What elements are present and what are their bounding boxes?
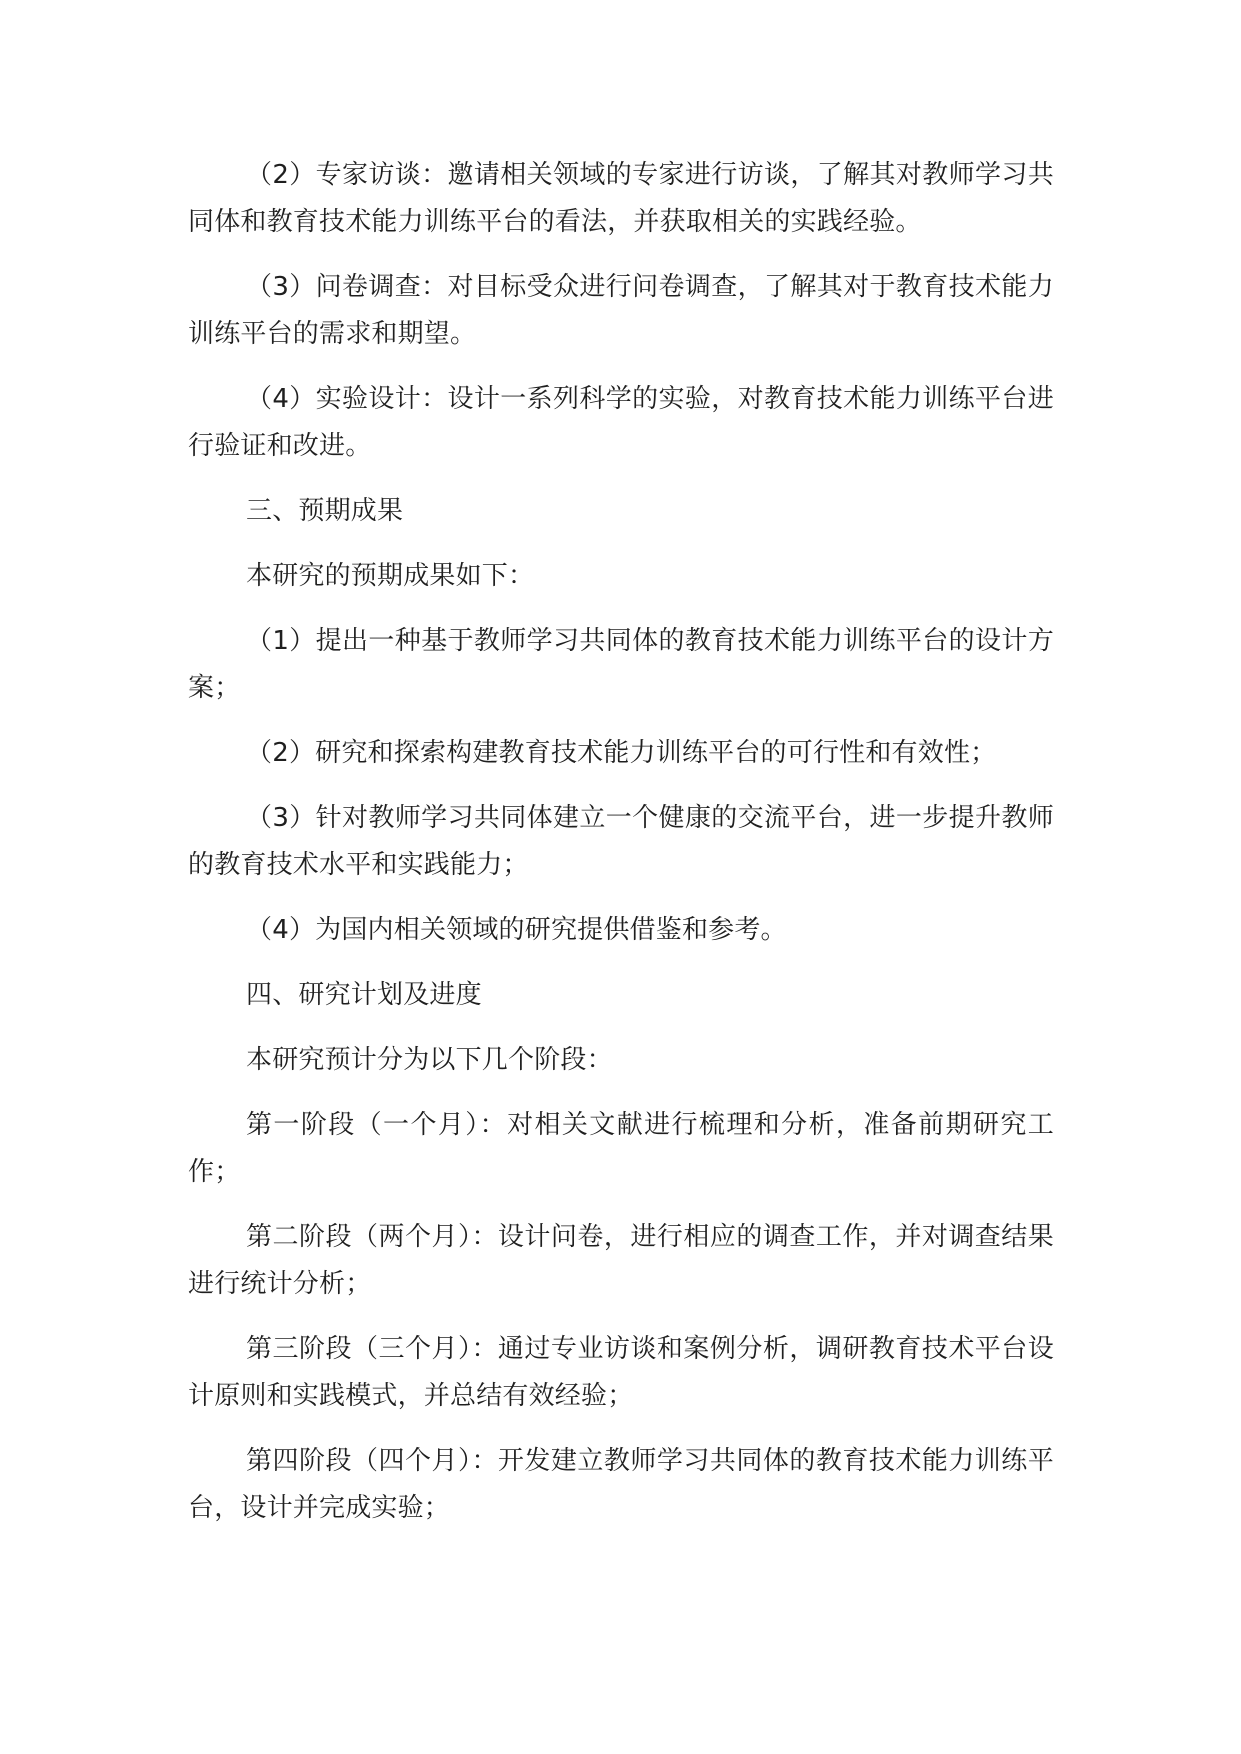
paragraph-experiment-design: （4）实验设计：设计一系列科学的实验，对教育技术能力训练平台进行验证和改进。 bbox=[188, 384, 1054, 461]
paragraph-expert-interview: （2）专家访谈：邀请相关领域的专家进行访谈，了解其对教师学习共同体和教育技术能力训练平台的看法，并获取相关的实践经验。 bbox=[188, 160, 1054, 237]
section-heading-research-plan: 四、研究计划及进度 bbox=[246, 980, 482, 1010]
paragraph-stage-4: 第四阶段（四个月）：开发建立教师学习共同体的教育技术能力训练平台，设计并完成实验； bbox=[188, 1446, 1054, 1523]
section-heading-expected-results: 三、预期成果 bbox=[246, 496, 404, 526]
paragraph-result-3: （3）针对教师学习共同体建立一个健康的交流平台，进一步提升教师的教育技术水平和实践能力； bbox=[188, 803, 1054, 880]
paragraph-result-4: （4）为国内相关领域的研究提供借鉴和参考。 bbox=[246, 915, 787, 945]
paragraph-stage-2: 第二阶段（两个月）：设计问卷，进行相应的调查工作，并对调查结果进行统计分析； bbox=[188, 1222, 1054, 1299]
document-body bbox=[188, 152, 1054, 1550]
paragraph-results-intro: 本研究的预期成果如下： bbox=[246, 561, 535, 591]
paragraph-plan-intro: 本研究预计分为以下几个阶段： bbox=[246, 1045, 613, 1075]
paragraph-stage-1: 第一阶段（一个月）：对相关文献进行梳理和分析，准备前期研究工作； bbox=[188, 1110, 1054, 1187]
paragraph-result-1: （1）提出一种基于教师学习共同体的教育技术能力训练平台的设计方案； bbox=[188, 626, 1054, 703]
paragraph-stage-3: 第三阶段（三个月）：通过专业访谈和案例分析，调研教育技术平台设计原则和实践模式，并总结有效经验； bbox=[188, 1334, 1054, 1411]
paragraph-result-2: （2）研究和探索构建教育技术能力训练平台的可行性和有效性； bbox=[246, 738, 997, 768]
paragraph-questionnaire: （3）问卷调查：对目标受众进行问卷调查，了解其对于教育技术能力训练平台的需求和期望。 bbox=[188, 272, 1054, 349]
